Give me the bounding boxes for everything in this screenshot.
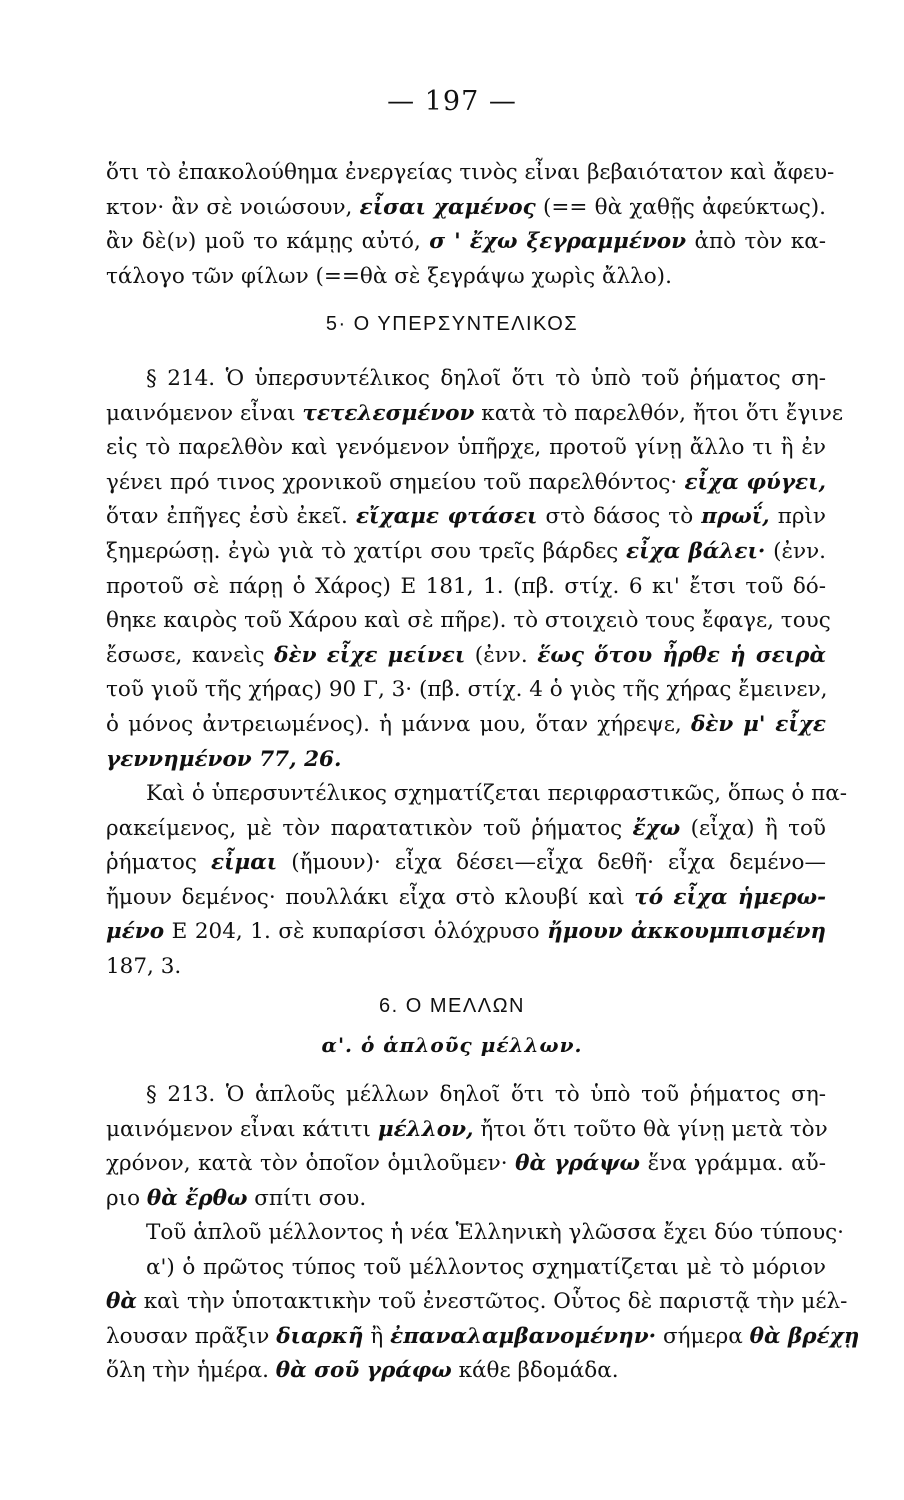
page-number: — 197 — xyxy=(387,86,517,117)
paragraph-4 xyxy=(106,1078,826,1216)
text-line: μαινόμενον εἶναι κάτιτι μέλλον, ἤτοι ὅτι τοῦτο θὰ γίνῃ μετὰ τὸν xyxy=(106,1116,828,1142)
text-line: ὅταν ἐπῆγες ἐσὺ ἐκεῖ. εἴχαμε φτάσει στὸ δάσος τὸ πρωΐ, πρὶν xyxy=(106,504,826,530)
section-heading-5: 5· Ο ΥΠΕΡΣΥΝΤΕΛΙΚΟΣ xyxy=(325,313,579,335)
text-line: λουσαν πρᾶξιν διαρκῆ ἢ ἐπαναλαμβανομένην· σήμερα θὰ βρέχῃ xyxy=(106,1323,860,1349)
text-line: ἔσωσε, κανεὶς δὲν εἶχε μείνει (ἐνν. ἕως ὅτου ἦρθε ἡ σειρὰ xyxy=(106,642,826,668)
section-heading-6: 6. Ο ΜΕΛΛΩΝ xyxy=(379,995,525,1017)
text-line: α') ὁ πρῶτος τύπος τοῦ μέλλοντος σχηματίζεται μὲ τὸ μόριον xyxy=(146,1254,826,1280)
paragraph-5 xyxy=(106,1216,860,1389)
text-line: θὰ καὶ τὴν ὑποτακτικὴν τοῦ ἐνεστῶτος. Οὗτος δὲ παριστᾷ τὴν μέλ- xyxy=(106,1289,848,1315)
text-line: ρακείμενος, μὲ τὸν παρατατικὸν τοῦ ῥήματος ἔχω (εἶχα) ἢ τοῦ xyxy=(106,815,826,841)
text-line: θηκε καιρὸς τοῦ Χάρου καὶ σὲ πῆρε). τὸ στοιχειὸ τους ἔφαγε, τους xyxy=(106,608,831,634)
text-line: γένει πρό τινος χρονικοῦ σημείου τοῦ παρελθόντος· εἶχα φύγει, xyxy=(106,469,827,495)
text-line: § 214. Ὁ ὑπερσυντέλικος δηλοῖ ὅτι τὸ ὑπὸ τοῦ ῥήματος ση- xyxy=(146,366,826,391)
text-line: μένο Ε 204, 1. σὲ κυπαρίσσι ὁλόχρυσο ἤμουν ἀκκουμπισμένη xyxy=(106,919,826,945)
text-line: μαινόμενον εἶναι τετελεσμένον κατὰ τὸ παρελθόν, ἤτοι ὅτι ἔγινε xyxy=(106,400,843,426)
text-line: εἰς τὸ παρελθὸν καὶ γενόμενον ὑπῆρχε, προτοῦ γίνῃ ἄλλο τι ἢ ἐν xyxy=(106,435,826,461)
paragraph-1 xyxy=(106,156,835,294)
text-line: ὅτι τὸ ἐπακολούθημα ἐνεργείας τινὸς εἶναι βεβαιότατον καὶ ἄφευ- xyxy=(106,160,835,185)
text-line: ῥήματος εἶμαι (ἤμουν)· εἶχα δέσει—εἶχα δεθῆ· εἶχα δεμένο— xyxy=(106,850,826,876)
text-line: ξημερώσῃ. ἐγὼ γιὰ τὸ χατίρι σου τρεῖς βάρδες εἶχα βάλει· (ἐνν. xyxy=(106,538,826,564)
subsection-heading: α'. ὁ ἁπλοῦς μέλλων. xyxy=(321,1033,583,1057)
text-line: προτοῦ σὲ πάρῃ ὁ Χάρος) Ε 181, 1. (πβ. στίχ. 6 κι' ἔτσι τοῦ δό- xyxy=(106,573,826,599)
text-line: ἂν δὲ(ν) μοῦ το κάμῃς αὐτό, σ ' ἔχω ξεγραμμένον ἀπὸ τὸν κα- xyxy=(106,229,826,255)
text-line: § 213. Ὁ ἁπλοῦς μέλλων δηλοῖ ὅτι τὸ ὑπὸ τοῦ ῥήματος ση- xyxy=(146,1082,826,1107)
text-line: κτον· ἂν σὲ νοιώσουν, εἶσαι χαμένος (== θὰ χαθῇς ἀφεύκτως). xyxy=(106,194,826,220)
text-line: ὁ μόνος ἀντρειωμένος). ἡ μάννα μου, ὅταν χήρεψε, δὲν μ' εἶχε xyxy=(106,711,826,737)
text-line: ἤμουν δεμένος· πουλλάκι εἶχα στὸ κλουβί καὶ τό εἶχα ἡμερω- xyxy=(106,884,826,910)
text-line: χρόνον, κατὰ τὸν ὁποῖον ὁμιλοῦμεν· θὰ γράψω ἕνα γράμμα. αὔ- xyxy=(106,1151,826,1177)
paragraph-3 xyxy=(106,777,848,985)
text-line: τάλογο τῶν φίλων (==θὰ σὲ ξεγράψω χωρὶς ἄλλο). xyxy=(106,263,672,289)
text-line: Τοῦ ἁπλοῦ μέλλοντος ἡ νέα Ἑλληνικὴ γλῶσσα ἔχει δύο τύπους· xyxy=(146,1220,845,1245)
text-line: ριο θὰ ἔρθω σπίτι σου. xyxy=(106,1185,367,1211)
text-line: τοῦ γιοῦ τῆς χήρας) 90 Γ, 3· (πβ. στίχ. 4 ὁ γιὸς τῆς χήρας ἔμεινεν, xyxy=(106,677,828,703)
text-line: Καὶ ὁ ὑπερσυντέλικος σχηματίζεται περιφραστικῶς, ὅπως ὁ πα- xyxy=(146,781,848,806)
paragraph-2 xyxy=(106,362,843,777)
text-line: ὅλη τὴν ἡμέρα. θὰ σοῦ γράφω κάθε βδομάδα. xyxy=(106,1358,619,1384)
text-line: γεννημένον 77, 26. xyxy=(106,746,342,772)
text-line: 187, 3. xyxy=(106,953,182,979)
